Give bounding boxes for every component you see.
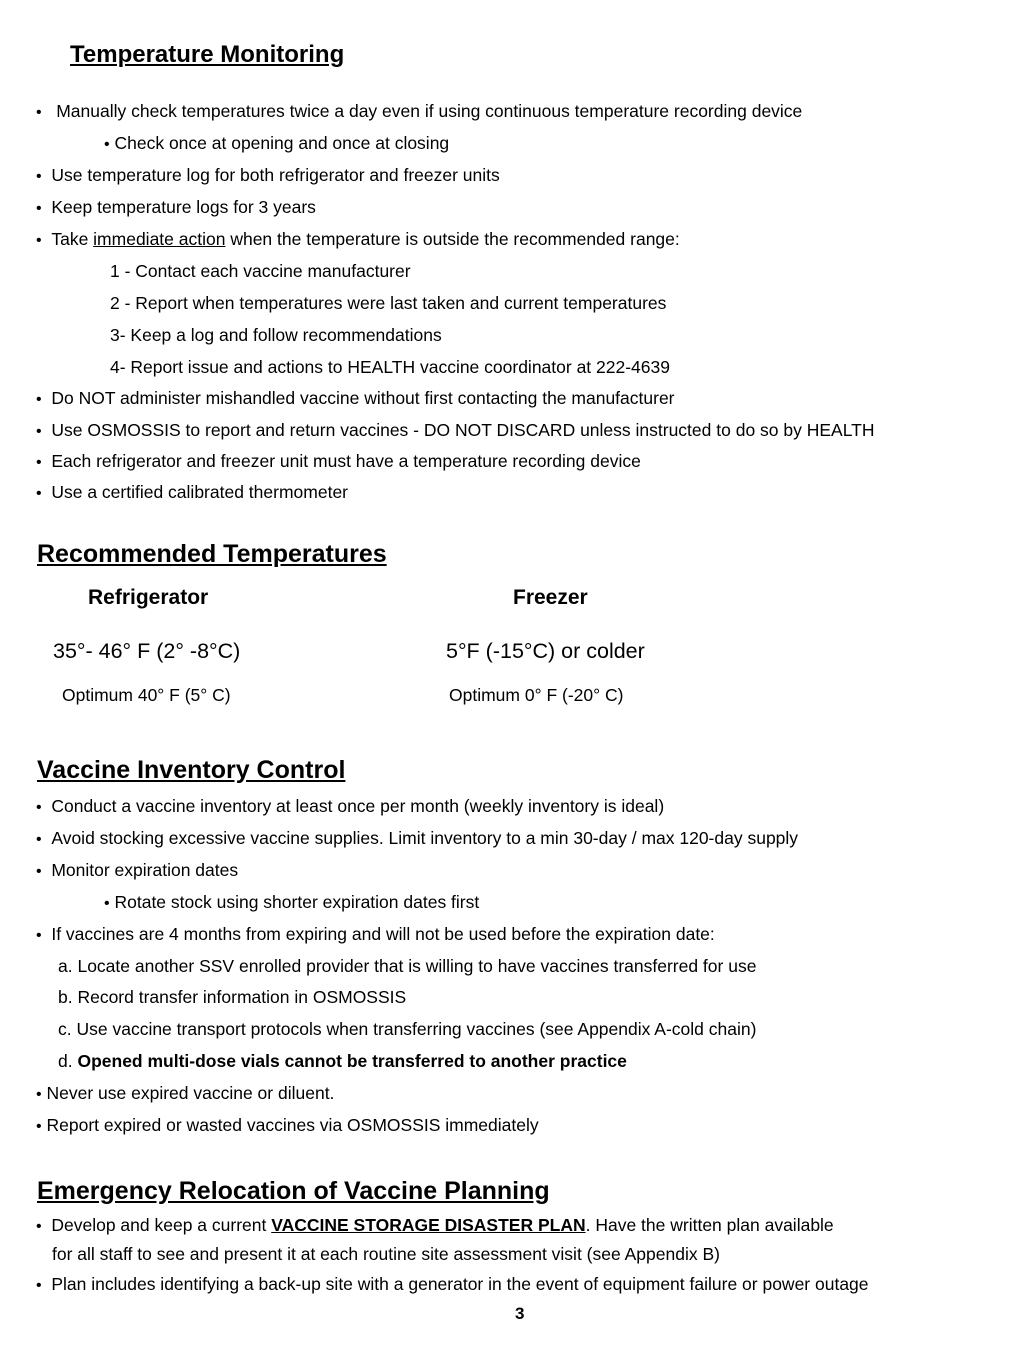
item-text: Manually check temperatures twice a day even if using continuous temperature recording device — [56, 101, 803, 121]
list-item — [36, 388, 675, 409]
item-text-post: . Have the written plan available — [585, 1215, 834, 1235]
item-text: Monitor expiration dates — [51, 860, 239, 880]
bullet: • — [36, 104, 42, 121]
item-text: Rotate stock using shorter expiration dates first — [114, 892, 480, 912]
item-text: Each refrigerator and freezer unit must have a temperature recording device — [51, 451, 641, 471]
item-text: Use temperature log for both refrigerator and freezer units — [51, 165, 500, 185]
bullet: • — [36, 1118, 42, 1135]
item-text: Avoid stocking excessive vaccine supplies. Limit inventory to a min 30-day / max 120-day supply — [51, 828, 799, 848]
bullet: • — [36, 200, 42, 217]
step-item: 1 - Contact each vaccine manufacturer — [110, 261, 411, 281]
list-item — [36, 1083, 334, 1104]
inventory-control-heading: Vaccine Inventory Control — [37, 756, 346, 784]
item-text: Plan includes identifying a back-up site with a generator in the event of equipment failure or power outage — [51, 1274, 869, 1294]
sub-item-b: b. Record transfer information in OSMOSSIS — [58, 987, 407, 1007]
bullet: • — [104, 136, 110, 153]
list-item — [36, 165, 500, 186]
list-item — [36, 828, 798, 849]
refrigerator-range: 35°- 46° F (2° -8°C) — [53, 639, 241, 663]
bullet: • — [36, 1218, 42, 1235]
list-item — [36, 420, 874, 441]
item-text: Use a certified calibrated thermometer — [51, 482, 348, 502]
sub-item-d-text: Opened multi-dose vials cannot be transferred to another practice — [77, 1051, 627, 1071]
refrigerator-label: Refrigerator — [88, 586, 209, 609]
list-item — [36, 1115, 539, 1136]
bullet: • — [104, 895, 110, 912]
item-text: Keep temperature logs for 3 years — [51, 197, 316, 217]
step-item: 2 - Report when temperatures were last taken and current temperatures — [110, 293, 667, 313]
list-item — [36, 482, 348, 503]
item-text: Do NOT administer mishandled vaccine without first contacting the manufacturer — [51, 388, 675, 408]
list-item — [36, 229, 680, 250]
item-text: Never use expired vaccine or diluent. — [46, 1083, 335, 1103]
temperature-monitoring-heading: Temperature Monitoring — [70, 41, 345, 68]
item-text: Check once at opening and once at closing — [114, 133, 450, 153]
list-item — [36, 451, 641, 472]
bullet: • — [36, 423, 42, 440]
bullet: • — [36, 454, 42, 471]
bullet: • — [36, 391, 42, 408]
list-subitem — [104, 133, 449, 154]
bullet: • — [36, 232, 42, 249]
immediate-action-text: immediate action — [93, 229, 226, 249]
list-item — [36, 796, 664, 817]
bullet: • — [36, 1277, 42, 1294]
bullet: • — [36, 168, 42, 185]
disaster-plan-text: VACCINE STORAGE DISASTER PLAN — [271, 1215, 586, 1235]
recommended-temperatures-heading: Recommended Temperatures — [37, 540, 387, 568]
step-item: 3- Keep a log and follow recommendations — [110, 325, 442, 345]
item-text: Conduct a vaccine inventory at least once per month (weekly inventory is ideal) — [51, 796, 665, 816]
item-text: Report expired or wasted vaccines via OSMOSSIS immediately — [46, 1115, 539, 1135]
list-item — [36, 1215, 834, 1236]
bullet: • — [36, 831, 42, 848]
item-text: Use OSMOSSIS to report and return vaccines - DO NOT DISCARD unless instructed to do so by HEALTH — [51, 420, 875, 440]
list-item — [36, 924, 715, 945]
list-item-continuation: for all staff to see and present it at each routine site assessment visit (see Appendix B) — [52, 1244, 720, 1264]
list-item — [36, 860, 238, 881]
sub-item-a: a. Locate another SSV enrolled provider that is willing to have vaccines transferred for use — [58, 956, 757, 976]
list-item — [36, 101, 802, 122]
item-text-post: when the temperature is outside the recommended range: — [225, 229, 680, 249]
page-number: 3 — [515, 1304, 525, 1323]
freezer-label: Freezer — [513, 586, 588, 609]
item-text: If vaccines are 4 months from expiring and will not be used before the expiration date: — [51, 924, 715, 944]
freezer-optimum: Optimum 0° F (-20° C) — [449, 685, 624, 705]
bullet: • — [36, 1086, 42, 1103]
sub-item-d-prefix: d. — [58, 1051, 78, 1071]
item-text-pre: Develop and keep a current — [51, 1215, 272, 1235]
refrigerator-optimum: Optimum 40° F (5° C) — [62, 685, 231, 705]
sub-item-d — [58, 1051, 627, 1072]
bullet: • — [36, 863, 42, 880]
freezer-range: 5°F (-15°C) or colder — [446, 639, 645, 663]
bullet: • — [36, 485, 42, 502]
sub-item-c: c. Use vaccine transport protocols when transferring vaccines (see Appendix A-cold chain) — [58, 1019, 757, 1039]
list-subitem — [104, 892, 479, 913]
item-text-pre: Take — [51, 229, 94, 249]
step-item: 4- Report issue and actions to HEALTH vaccine coordinator at 222-4639 — [110, 357, 670, 377]
bullet: • — [36, 927, 42, 944]
list-item — [36, 1274, 869, 1295]
bullet: • — [36, 799, 42, 816]
list-item — [36, 197, 316, 218]
emergency-relocation-heading: Emergency Relocation of Vaccine Planning — [37, 1177, 550, 1205]
